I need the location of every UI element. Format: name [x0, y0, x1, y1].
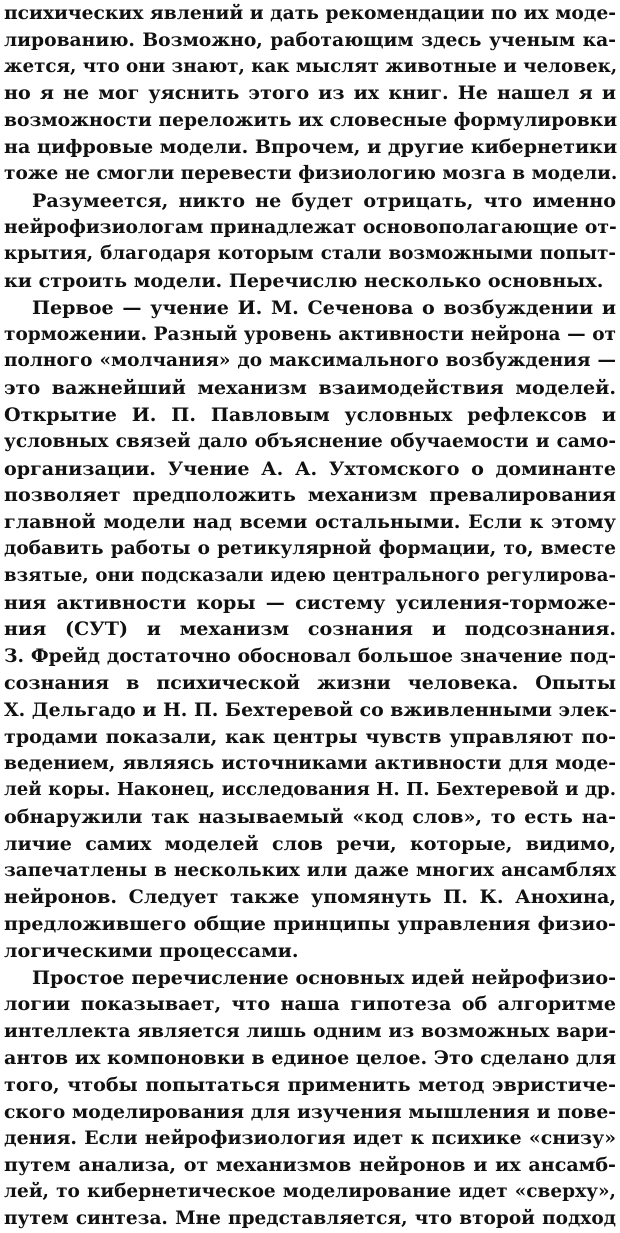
text-line: психических явлений и дать рекомендации по их моде- — [4, 2, 616, 24]
text-line: путем анализа, от механизмов нейронов и их ансамб- — [4, 1153, 616, 1177]
text-line: нейрофизиологам принадлежат основополагающие от- — [4, 216, 617, 239]
text-line: Простое перечисление основных идей нейрофизио- — [32, 965, 616, 989]
text-line: логии показывает, что наша гипотеза об алгоритме — [4, 992, 616, 1016]
text-line: ведением, являясь источниками активности для моде- — [4, 752, 616, 775]
text-line: взятые, они подсказали идею центрального регулирова- — [4, 564, 616, 586]
text-line: обнаружили так называемый «код слов», то есть на- — [4, 804, 616, 828]
text-line: запечатлены в нескольких или даже многих ансамблях — [4, 859, 616, 881]
text-line: жется, что они знают, как мыслят животные и человек, — [4, 55, 618, 77]
paragraph — [4, 965, 616, 1233]
text-line: на цифровые модели. Впрочем, и другие кибернетики — [4, 134, 618, 158]
text-line: полного «молчания» до максимального возбуждения — — [4, 350, 616, 372]
text-line: Разумеется, никто не будет отрицать, что именно — [32, 188, 616, 212]
text-line: возможности переложить их словесные формулировки — [4, 109, 618, 132]
text-line: З. Фрейд достаточно обосновал большое значение под- — [4, 645, 616, 668]
paragraph — [4, 188, 616, 295]
text-line: главной модели над всеми остальными. Если к этому — [4, 510, 616, 534]
text-line: логическими процессами. — [4, 938, 299, 962]
text-line: это важнейший механизм взаимодействия моделей. — [4, 376, 616, 400]
text-line: позволяет предположить механизм превалирования — [4, 483, 616, 507]
text-line: ки строить модели. Перечислю несколько основных. — [4, 268, 604, 292]
text-line: лей, то кибернетическое моделирование идет «сверху», — [4, 1181, 616, 1203]
text-line: Х. Дельгадо и Н. П. Бехтеревой со вживленными элек- — [4, 698, 617, 721]
text-line: добавить работы о ретикулярной формации, то, вместе — [4, 537, 616, 559]
paragraph — [4, 0, 616, 188]
text-line: Первое — учение И. М. Сеченова о возбуждении и — [32, 295, 616, 319]
text-line: интеллекта является лишь одним из возможных вари- — [4, 1020, 616, 1043]
page-text — [4, 0, 616, 1233]
text-line: лированию. Возможно, работающим здесь ученым ка- — [4, 28, 616, 51]
text-line: того, чтобы попытаться применить метод эвристиче- — [4, 1072, 616, 1096]
text-line: ского моделирования для изучения мышления и пове- — [4, 1100, 616, 1123]
paragraph — [4, 295, 616, 965]
text-line: торможении. Разный уровень активности нейрона — от — [4, 323, 616, 345]
text-line: ния активности коры — систему усиления-торможе- — [4, 590, 616, 614]
text-line: ния (СУТ) и механизм сознания и подсознания. — [4, 617, 616, 641]
text-line: тродами показали, как центры чувств управляют по- — [4, 724, 616, 748]
text-line: личие самих моделей слов речи, которые, видимо, — [4, 831, 616, 855]
text-line: условных связей дало объяснение обучаемости и само- — [4, 430, 616, 452]
text-line: предложившего общие принципы управления физио- — [4, 912, 616, 936]
text-line: лей коры. Наконец, исследования Н. П. Бехтеревой и др. — [4, 779, 616, 801]
text-line: нейронов. Следует также упомянуть П. К. Анохина, — [4, 885, 616, 909]
text-line: но я не мог уяснить этого из их книг. Не нашел я и — [4, 81, 616, 105]
text-line: организации. Учение А. А. Ухтомского о доминанте — [4, 456, 616, 480]
text-line: дения. Если нейрофизиология идет к психике «снизу» — [4, 1127, 616, 1150]
text-line: сознания в психической жизни человека. Опыты — [4, 670, 616, 694]
text-line: путем синтеза. Мне представляется, что второй подход — [4, 1207, 616, 1229]
text-line: тоже не смогли перевести физиологию мозга в модели. — [4, 162, 618, 184]
text-line: крытия, благодаря которым стали возможными попыт- — [4, 243, 616, 265]
text-line: Открытие И. П. Павловым условных рефлексов и — [4, 402, 616, 426]
text-line: антов их компоновки в единое целое. Это сделано для — [4, 1046, 617, 1070]
